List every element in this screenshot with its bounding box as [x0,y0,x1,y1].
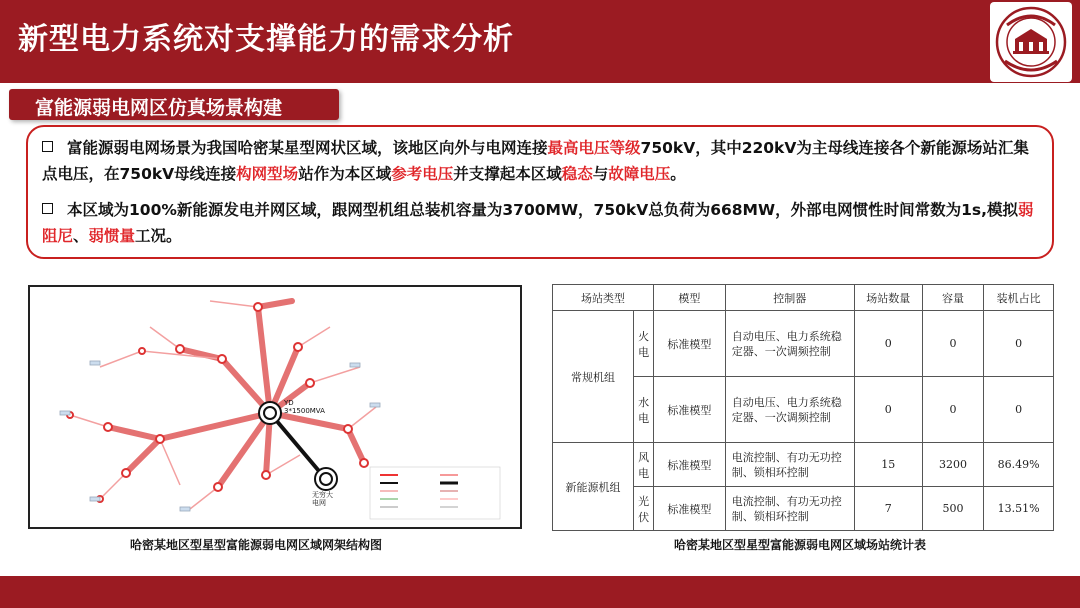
highlight-text: 故障电压 [608,165,671,183]
cell-capacity: 500 [922,487,983,531]
square-bullet-icon [42,203,53,214]
cell-ratio: 86.49% [984,443,1054,487]
bullet-2-text [42,201,1034,245]
cell-model: 标准模型 [654,443,726,487]
table-header-cell: 模型 [654,285,726,311]
highlight-text: 弱阻尼 [42,201,1034,245]
bullet-text-run: 富能源弱电网场景为我国哈密某星型网状区域，该地区向外与电网连接 [67,139,548,157]
center-label-1: YD [284,399,294,407]
bullet-text-run: 工况。 [135,227,182,245]
external-label-1: 无穷大 [312,491,333,499]
cell-controller: 电流控制、有功无功控制、锁相环控制 [725,443,854,487]
network-graph [30,287,520,527]
station-stats-table [552,284,1054,531]
cell-controller: 自动电压、电力系统稳定器、一次调频控制 [725,377,854,443]
bullet-2 [42,197,1042,249]
table-header-cell: 控制器 [725,285,854,311]
cell-controller: 电流控制、有功无功控制、锁相环控制 [725,487,854,531]
cell-type: 水电 [634,377,654,443]
cell-ratio: 13.51% [984,487,1054,531]
highlight-text: 最高电压等级 [547,139,641,157]
group-name-cell: 常规机组 [553,311,634,443]
table-header-cell: 装机占比 [984,285,1054,311]
logo-emblem-icon [995,5,1067,79]
bullet-text-run: 站作为本区域 [298,165,392,183]
group-name-cell: 新能源机组 [553,443,634,531]
diagram-caption: 哈密某地区型星型富能源弱电网区域网架结构图 [130,538,383,552]
bullet-text-run: 750kV，其中220kV为主母线连接各个新能源场站汇集点电压，在750kV母线连接 [42,139,1029,183]
footer-bar [0,576,1080,608]
cell-type: 风电 [634,443,654,487]
header-bar [0,0,1080,83]
table-header-row [553,285,1054,311]
bullet-text-run: 并支撑起本区域 [453,165,562,183]
bullet-text-run: 。 [670,165,686,183]
external-label-2: 电网 [312,499,326,507]
section-label [9,89,339,120]
cell-model: 标准模型 [654,377,726,443]
table-row [553,311,1054,377]
cell-capacity: 0 [922,311,983,377]
table-row [553,443,1054,487]
network-diagram [28,285,522,529]
cell-count: 7 [854,487,922,531]
highlight-text: 弱惯量 [88,227,136,245]
highlight-text: 稳态 [561,165,593,183]
bullet-text-run: 与 [592,165,609,183]
cell-controller: 自动电压、电力系统稳定器、一次调频控制 [725,311,854,377]
table-header-cell: 容量 [922,285,983,311]
cell-count: 0 [854,377,922,443]
bullet-text-run: 、 [73,227,89,245]
diagram-legend [370,467,500,519]
center-label-2: 3*1500MVA [284,407,325,415]
section-label-text: 富能源弱电网区仿真场景构建 [35,97,283,119]
bullet-text-run: 本区域为100%新能源发电并网区域，跟网型机组总装机容量为3700MW，750kV总负荷为668MW，外部电网惯性时间常数为1s,模拟 [67,201,1018,219]
cell-count: 15 [854,443,922,487]
bullet-1 [42,135,1042,187]
cell-model: 标准模型 [654,487,726,531]
cell-capacity: 0 [922,377,983,443]
cell-capacity: 3200 [922,443,983,487]
table-header-cell: 场站数量 [854,285,922,311]
cell-ratio: 0 [984,311,1054,377]
university-logo [990,2,1072,82]
page-title: 新型电力系统对支撑能力的需求分析 [18,22,514,57]
bullet-1-text [42,139,1029,183]
cell-type: 光伏 [634,487,654,531]
table-caption: 哈密某地区型星型富能源弱电网区域场站统计表 [674,538,927,552]
table-header-cell: 场站类型 [553,285,654,311]
cell-count: 0 [854,311,922,377]
highlight-text: 构网型场 [236,165,299,183]
highlight-text: 参考电压 [391,165,454,183]
info-box [26,125,1054,259]
cell-type: 火电 [634,311,654,377]
cell-ratio: 0 [984,377,1054,443]
cell-model: 标准模型 [654,311,726,377]
square-bullet-icon [42,141,53,152]
